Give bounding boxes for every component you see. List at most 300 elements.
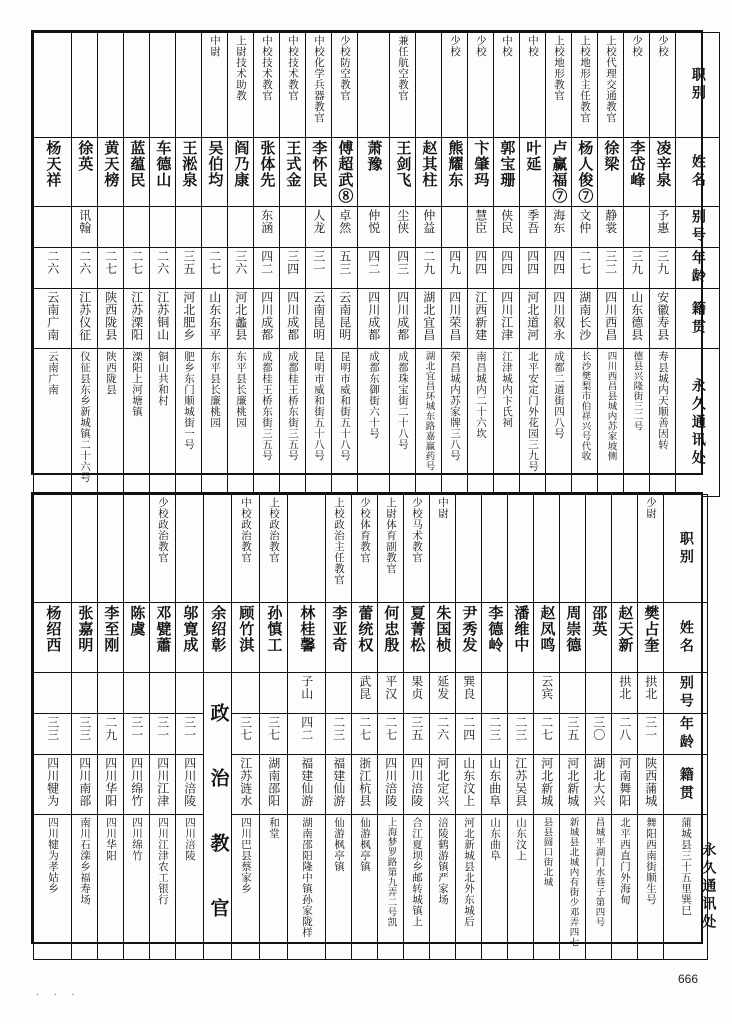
text: 赵其柱 xyxy=(420,140,439,188)
text: 孙慎工 xyxy=(265,605,284,653)
text: 四川荣昌 xyxy=(447,291,462,341)
cell-biehao-20 xyxy=(124,207,150,248)
text: 山东德县 xyxy=(629,291,644,341)
text: 县县圆口街北城 xyxy=(541,817,553,887)
text: 福建仙游 xyxy=(299,757,314,807)
cell2-jiguan-11 xyxy=(352,755,378,815)
cell-nianling-17 xyxy=(202,248,228,289)
text: 四川南部 xyxy=(77,757,92,807)
text: 平汉 xyxy=(383,675,398,700)
text: 四二 xyxy=(366,250,381,275)
cell-tongxun-19 xyxy=(150,349,176,497)
cell2-xingming-12 xyxy=(326,603,352,673)
text: 河北道河 xyxy=(525,291,540,341)
cell-tongxun-1 xyxy=(624,349,650,497)
cell-zhibie-13 xyxy=(306,33,332,138)
text: 江津城内卞氏祠 xyxy=(501,351,513,428)
row-header-biehao xyxy=(676,207,720,248)
cell-zhibie-19 xyxy=(150,33,176,138)
cell2-nianling-7 xyxy=(456,714,482,755)
text: 何忠殷 xyxy=(382,605,401,653)
cell2-jiguan-22 xyxy=(34,755,72,815)
cell-tongxun-4 xyxy=(546,349,572,497)
cell2-xingming-5 xyxy=(508,603,534,673)
cell-jiguan-7 xyxy=(468,289,494,349)
cell-zhibie-4 xyxy=(546,33,572,138)
text: 河北新城县北外东城后 xyxy=(463,817,475,927)
cell2-jiguan-2 xyxy=(586,755,612,815)
cell-tongxun-17 xyxy=(202,349,228,497)
text: 云宾 xyxy=(539,675,554,700)
text: 河北肥乡 xyxy=(181,291,196,341)
cell2-jiguan-15 xyxy=(232,755,260,815)
cell-tongxun-16 xyxy=(228,349,254,497)
text: 周崇德 xyxy=(564,605,583,653)
cell-zhibie-18 xyxy=(176,33,202,138)
text: 少尉 xyxy=(645,497,657,519)
cell-xingming-0 xyxy=(650,138,676,207)
text: 果贞 xyxy=(409,675,424,700)
cell2-jiguan-14 xyxy=(260,755,288,815)
cell-biehao-23 xyxy=(34,207,72,248)
cell-tongxun-9 xyxy=(416,349,442,497)
text: 湖北宜昌环城东路嘉赢药号 xyxy=(423,351,435,471)
text: 云南昆明 xyxy=(311,291,326,341)
cell2-nianling-20 xyxy=(98,714,124,755)
text: 四川绵竹 xyxy=(129,757,144,807)
text: 三三 xyxy=(77,716,92,741)
cell-zhibie-3 xyxy=(572,33,598,138)
cell2-tongxun-16 xyxy=(232,815,260,960)
cell-jiguan-16 xyxy=(228,289,254,349)
cell2-zhibie-0 xyxy=(638,495,664,603)
text: 三九 xyxy=(629,250,644,275)
text: 二七 xyxy=(539,716,554,741)
text: 尘侠 xyxy=(395,209,410,234)
text: 讯翰 xyxy=(77,209,92,234)
text: 河北新城 xyxy=(539,757,554,807)
roster-table-bottom xyxy=(31,492,717,947)
cell2-nianling-9 xyxy=(404,714,430,755)
cell-jiguan-20 xyxy=(124,289,150,349)
cell2-nianling-14 xyxy=(260,714,288,755)
text: 上校政治教官 xyxy=(268,497,280,563)
text: 三六 xyxy=(233,250,248,275)
cell-xingming-5 xyxy=(520,138,546,207)
cell-xingming-14 xyxy=(280,138,306,207)
cell-nianling-11 xyxy=(358,248,390,289)
text: 兼任航空教官 xyxy=(397,35,409,101)
text: 少校 xyxy=(475,35,487,57)
cell-zhibie-15 xyxy=(254,33,280,138)
text: 侠民 xyxy=(499,209,514,234)
cell2-tongxun-11 xyxy=(378,815,404,960)
cell-xingming-18 xyxy=(176,138,202,207)
cell2-zhibie-8 xyxy=(430,495,456,603)
cell2-zhibie-12 xyxy=(326,495,352,603)
cell-zhibie-12 xyxy=(332,33,358,138)
text: 成都桂王桥东街三五号 xyxy=(287,351,299,461)
text: 南昌城内二十六坎 xyxy=(475,351,487,439)
text: 籍贯 xyxy=(689,300,706,337)
text: 四川犍为孝姑乡 xyxy=(47,817,59,894)
cell-jiguan-22 xyxy=(72,289,98,349)
table-row-zhibie-2 xyxy=(34,495,708,603)
cell-nianling-8 xyxy=(442,248,468,289)
text: 卢赢福⑦ xyxy=(550,140,569,204)
cell2-tongxun-2 xyxy=(612,815,638,960)
cell-biehao-10 xyxy=(390,207,416,248)
text: 尹秀发 xyxy=(460,605,479,653)
table-row-nianling xyxy=(34,248,720,289)
text: 三四 xyxy=(285,250,300,275)
text: 中校化学兵器教官 xyxy=(313,35,325,123)
text: 熊耀东 xyxy=(446,140,465,188)
text: 三二 xyxy=(603,250,618,275)
cell-biehao-8 xyxy=(442,207,468,248)
cell-biehao-21 xyxy=(98,207,124,248)
table-row-tongxun-2 xyxy=(34,815,708,960)
text: 张体先 xyxy=(258,140,277,188)
cell2-zhibie-19 xyxy=(124,495,150,603)
cell2-biehao-14 xyxy=(260,673,288,714)
text: 少校 xyxy=(449,35,461,57)
text: 仙游枫亭镇 xyxy=(333,817,345,872)
table-row-biehao xyxy=(34,207,720,248)
text: 二六 xyxy=(45,250,60,275)
cell2-xingming-1 xyxy=(612,603,638,673)
text: 四川华阳 xyxy=(103,757,118,807)
cell-biehao-11 xyxy=(358,207,390,248)
text: 蒲城县三十五里巽巳 xyxy=(680,817,692,916)
row-header-jiguan-2 xyxy=(664,755,708,815)
text: 中校技术教官 xyxy=(261,35,273,101)
text: 少校体育教官 xyxy=(359,497,371,563)
row-header-biehao-2 xyxy=(664,673,708,714)
cell2-nianling-13 xyxy=(288,714,326,755)
cell-xingming-13 xyxy=(306,138,332,207)
text: 荣昌城内苏家牌三八号 xyxy=(449,351,461,461)
cell2-biehao-1 xyxy=(612,673,638,714)
text: 王式金 xyxy=(284,140,303,188)
text: 仲悦 xyxy=(366,209,381,234)
cell-nianling-14 xyxy=(280,248,306,289)
cell-nianling-21 xyxy=(98,248,124,289)
text: 林桂馨 xyxy=(298,605,317,653)
text: 卓然 xyxy=(337,209,352,234)
text: 三九 xyxy=(655,250,670,275)
cell2-jiguan-3 xyxy=(560,755,586,815)
text: 二四 xyxy=(461,716,476,741)
text: 李亚奇 xyxy=(330,605,349,653)
row-header-nianling xyxy=(676,248,720,289)
text: 四三 xyxy=(395,250,410,275)
cell2-xingming-3 xyxy=(560,603,586,673)
text: 云南广南 xyxy=(45,291,60,341)
cell2-jiguan-5 xyxy=(508,755,534,815)
cell-tongxun-0 xyxy=(650,349,676,497)
cell-xingming-21 xyxy=(98,138,124,207)
text: 朱国桢 xyxy=(434,605,453,653)
cell2-jiguan-18 xyxy=(150,755,176,815)
cell2-biehao-4 xyxy=(534,673,560,714)
text: 蕾统权 xyxy=(356,605,375,653)
cell-jiguan-14 xyxy=(280,289,306,349)
text: 新城县北城内有街少邓弄四七 xyxy=(567,817,579,947)
text: 郭宝珊 xyxy=(498,140,517,188)
cell2-jiguan-4 xyxy=(534,755,560,815)
text: 少校政治教官 xyxy=(157,497,169,563)
text: 三七 xyxy=(238,716,253,741)
table-row-nianling-2 xyxy=(34,714,708,755)
cell2-biehao-6 xyxy=(482,673,508,714)
cell-zhibie-20 xyxy=(124,33,150,138)
cell-biehao-5 xyxy=(520,207,546,248)
cell-zhibie-22 xyxy=(72,33,98,138)
cell-nianling-4 xyxy=(546,248,572,289)
cell2-biehao-2 xyxy=(586,673,612,714)
row-header-zhibie xyxy=(676,33,720,138)
cell-jiguan-13 xyxy=(306,289,332,349)
cell2-tongxun-19 xyxy=(124,815,150,960)
cell2-tongxun-5 xyxy=(534,815,560,960)
text: 江西新建 xyxy=(473,291,488,341)
cell2-xingming-11 xyxy=(352,603,378,673)
row-header-tongxun xyxy=(676,349,720,497)
table-row-xingming xyxy=(34,138,720,207)
cell-zhibie-16 xyxy=(228,33,254,138)
cell-tongxun-22 xyxy=(72,349,98,497)
text: 傅超武⑧ xyxy=(336,140,355,204)
text: 季吾 xyxy=(525,209,540,234)
text: 王剑飞 xyxy=(394,140,413,188)
cell-tongxun-13 xyxy=(306,349,332,497)
cell2-biehao-21 xyxy=(72,673,98,714)
cell2-tongxun-21 xyxy=(72,815,98,960)
text: 安徽寿县 xyxy=(655,291,670,341)
cell2-nianling-21 xyxy=(72,714,98,755)
text: 山东东平 xyxy=(207,291,222,341)
text: 二三 xyxy=(513,716,528,741)
text: 永久通讯处 xyxy=(689,377,706,468)
text: 二七 xyxy=(207,250,222,275)
text: 慧臣 xyxy=(473,209,488,234)
text: 湖南长沙 xyxy=(577,291,592,341)
text: 三五 xyxy=(565,716,580,741)
cell-jiguan-23 xyxy=(34,289,72,349)
text: 拱北 xyxy=(617,675,632,700)
text: 江苏涟水 xyxy=(238,757,253,807)
text: 四川成都 xyxy=(259,291,274,341)
cell2-xingming-6 xyxy=(482,603,508,673)
cell-xingming-23 xyxy=(34,138,72,207)
cell-biehao-14 xyxy=(280,207,306,248)
cell2-nianling-22 xyxy=(34,714,72,755)
cell-nianling-5 xyxy=(520,248,546,289)
text: 江苏吴县 xyxy=(513,757,528,807)
text: 中校技术教官 xyxy=(287,35,299,101)
text: 吴伯均 xyxy=(206,140,225,188)
text: 寿县城内天顺善因转 xyxy=(657,351,669,450)
cell2-biehao-3 xyxy=(560,673,586,714)
text: 黄天榜 xyxy=(102,140,121,188)
cell-biehao-9 xyxy=(416,207,442,248)
cell2-xingming-18 xyxy=(150,603,176,673)
text: 中尉 xyxy=(437,497,449,519)
text: 蓝蕴民 xyxy=(128,140,147,188)
cell2-zhibie-16 xyxy=(204,495,232,603)
cell2-nianling-2 xyxy=(586,714,612,755)
text: 樊占奎 xyxy=(642,605,661,653)
cell-nianling-2 xyxy=(598,248,624,289)
cell-xingming-3 xyxy=(572,138,598,207)
cell2-xingming-0 xyxy=(638,603,664,673)
text: 四九 xyxy=(447,250,462,275)
cell-tongxun-5 xyxy=(520,349,546,497)
cell-jiguan-8 xyxy=(442,289,468,349)
cell2-zhibie-4 xyxy=(534,495,560,603)
cell2-tongxun-7 xyxy=(482,815,508,960)
text: 溧阳上河塘镇 xyxy=(131,351,143,417)
cell-xingming-15 xyxy=(254,138,280,207)
cell2-zhibie-20 xyxy=(98,495,124,603)
text: 拱北 xyxy=(643,675,658,700)
cell-nianling-23 xyxy=(34,248,72,289)
cell2-biehao-0 xyxy=(638,673,664,714)
cell2-xingming-15 xyxy=(232,603,260,673)
text: 别号 xyxy=(689,209,706,245)
cell2-zhibie-18 xyxy=(150,495,176,603)
cell-xingming-6 xyxy=(494,138,520,207)
cell-tongxun-21 xyxy=(98,349,124,497)
cell2-xingming-9 xyxy=(404,603,430,673)
cell2-nianling-1 xyxy=(612,714,638,755)
text: 籍贯 xyxy=(677,766,694,803)
cell2-jiguan-20 xyxy=(98,755,124,815)
cell-zhibie-11 xyxy=(358,33,390,138)
text: 政 治 教 官 xyxy=(207,703,230,929)
cell-xingming-17 xyxy=(202,138,228,207)
cell-nianling-16 xyxy=(228,248,254,289)
text: 凌辛泉 xyxy=(654,140,673,188)
text: 叶延 xyxy=(524,140,543,172)
text: 巽良 xyxy=(461,675,476,700)
text: 浙江杭县 xyxy=(357,757,372,807)
text: 四四 xyxy=(499,250,514,275)
text: 云南广南 xyxy=(47,351,59,395)
cell2-tongxun-4 xyxy=(560,815,586,960)
text: 二六 xyxy=(155,250,170,275)
cell2-biehao-15 xyxy=(232,673,260,714)
text: 武昆 xyxy=(357,675,372,700)
cell-xingming-2 xyxy=(598,138,624,207)
cell-xingming-20 xyxy=(124,138,150,207)
text: 舞阳西南街顺生号 xyxy=(645,817,657,905)
cell-jiguan-1 xyxy=(624,289,650,349)
cell2-tongxun-13 xyxy=(326,815,352,960)
cell2-xingming-20 xyxy=(98,603,124,673)
cell2-tongxun-10 xyxy=(404,815,430,960)
text: 三五 xyxy=(409,716,424,741)
text: 文仲 xyxy=(577,209,592,234)
text: 少校防空教官 xyxy=(339,35,351,101)
cell-jiguan-5 xyxy=(520,289,546,349)
cell2-tongxun-1 xyxy=(638,815,664,960)
text: 四川成都 xyxy=(366,291,381,341)
text: 和堂 xyxy=(268,817,280,839)
cell-tongxun-15 xyxy=(254,349,280,497)
cell-biehao-6 xyxy=(494,207,520,248)
text: 中校 xyxy=(501,35,513,57)
text: 二六 xyxy=(77,250,92,275)
cell-xingming-16 xyxy=(228,138,254,207)
cell2-biehao-19 xyxy=(124,673,150,714)
cell2-zhibie-5 xyxy=(508,495,534,603)
text: 三一 xyxy=(643,716,658,741)
text: 四川成都 xyxy=(395,291,410,341)
cell2-tongxun-22 xyxy=(34,815,72,960)
text: 邓甓蕭 xyxy=(154,605,173,653)
cell2-jiguan-21 xyxy=(72,755,98,815)
text: 延发 xyxy=(435,675,450,700)
cell-xingming-9 xyxy=(416,138,442,207)
cell2-xingming-7 xyxy=(456,603,482,673)
cell-zhibie-14 xyxy=(280,33,306,138)
text: 陕西陇县 xyxy=(105,351,117,395)
cell-zhibie-7 xyxy=(468,33,494,138)
cell2-zhibie-1 xyxy=(612,495,638,603)
table-row-biehao-2 xyxy=(34,673,708,714)
cell-jiguan-12 xyxy=(332,289,358,349)
roster-table-top xyxy=(31,30,706,483)
cell2-jiguan-0 xyxy=(638,755,664,815)
text: 予惠 xyxy=(655,209,670,234)
cell-zhibie-1 xyxy=(624,33,650,138)
text: 四川涪陵 xyxy=(409,757,424,807)
text: 陕西陇县 xyxy=(103,291,118,341)
cell2-nianling-4 xyxy=(534,714,560,755)
text: 静裳 xyxy=(603,209,618,234)
cell-nianling-12 xyxy=(332,248,358,289)
cell2-xingming-2 xyxy=(586,603,612,673)
text: 赵凤鸣 xyxy=(538,605,557,653)
text: 年龄 xyxy=(677,716,694,752)
text: 四川江津农工银行 xyxy=(157,817,169,905)
text: 东平县长廉桃园 xyxy=(209,351,221,428)
cell-xingming-22 xyxy=(72,138,98,207)
cell2-jiguan-8 xyxy=(430,755,456,815)
cell2-tongxun-3 xyxy=(586,815,612,960)
cell2-biehao-8 xyxy=(430,673,456,714)
cell2-tongxun-12 xyxy=(352,815,378,960)
cell-jiguan-15 xyxy=(254,289,280,349)
cell-jiguan-17 xyxy=(202,289,228,349)
text: 成都珠宝街二十八号 xyxy=(397,351,409,450)
cell-xingming-8 xyxy=(442,138,468,207)
text: 上尉技术助教 xyxy=(235,35,247,101)
text: 东涵 xyxy=(259,209,274,234)
cell-biehao-7 xyxy=(468,207,494,248)
cell2-tongxun-9 xyxy=(430,815,456,960)
cell2-biehao-18 xyxy=(150,673,176,714)
text: 二六 xyxy=(435,716,450,741)
cell2-nianling-19 xyxy=(124,714,150,755)
cell-nianling-20 xyxy=(124,248,150,289)
cell-jiguan-19 xyxy=(150,289,176,349)
text: 二七 xyxy=(129,250,144,275)
text: 二三 xyxy=(331,716,346,741)
text: 四川成都 xyxy=(285,291,300,341)
